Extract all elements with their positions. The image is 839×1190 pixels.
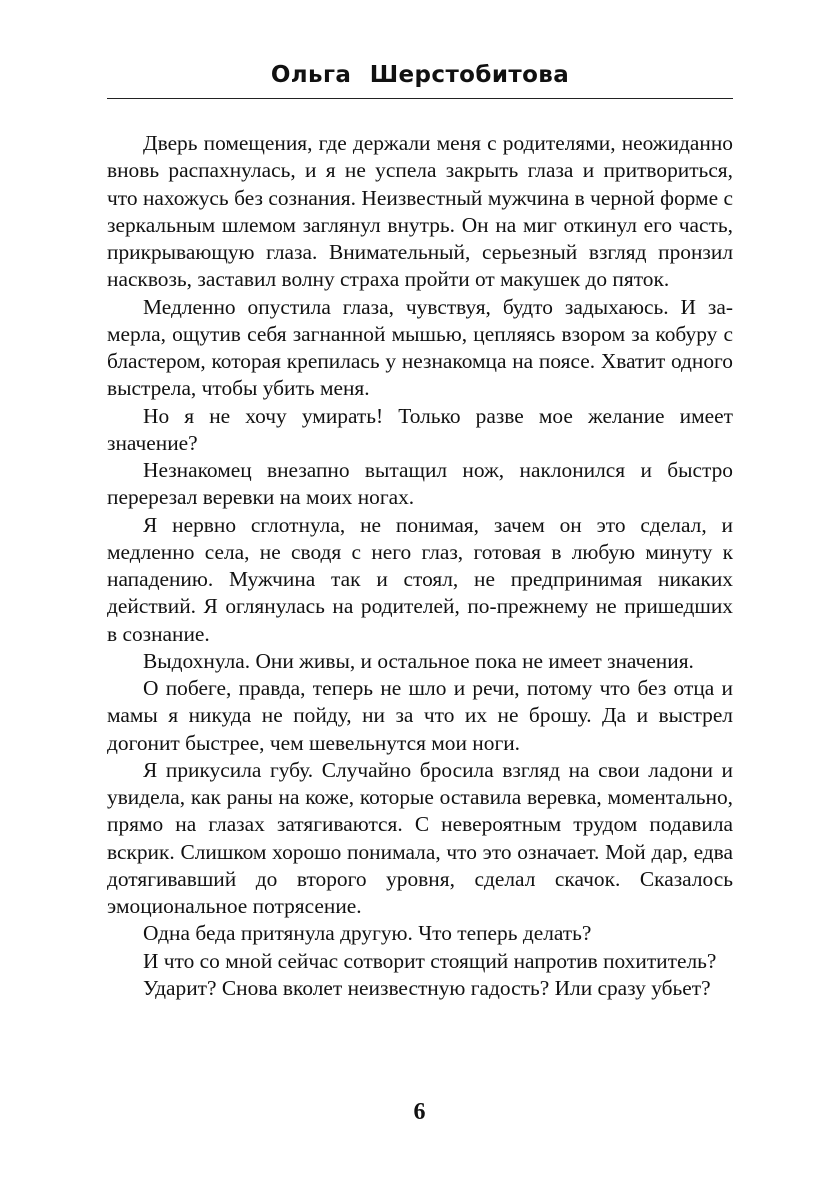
paragraph-10: И что со мной сейчас сотворит стоящий напротив похититель? (143, 948, 717, 973)
header-rule (107, 98, 733, 99)
paragraph-3: Но я не хочу умирать! Только разве мое желание имеет значение? (107, 403, 733, 455)
paragraph-8: Я прикусила губу. Случайно бросила взгляд на свои ладони и увидела, как раны на коже, которые оставила веревка, моментально, прямо на глазах затягиваются. С невероятным трудом подавила вскрик. Слишком хорошо понимала, что это означает. Мой дар, едва дотягивавший до второго уровня, сделал скачок. Сказалось эмоциональное потрясение. (107, 757, 733, 918)
paragraph-4: Незнакомец внезапно вытащил нож, наклонился и быстро перерезал веревки на моих ногах. (107, 458, 733, 510)
paragraph-2: Медленно опустила глаза, чувствуя, будто задыхаюсь. И замерла, ощутив себя загнанной мышью, цепляясь взором за кобуру с бластером, которая крепилась у незнакомца на поясе. Хватит одного выстрела, чтобы убить меня. (107, 294, 733, 401)
paragraph-1: Дверь помещения, где держали меня с родителями, неожиданно вновь распахнулась, и я не успела закрыть глаза и притвориться, что нахожусь без сознания. Неизвестный мужчина в черной форме с зеркальным шлемом заглянул внутрь. Он на миг откинул его часть, прикрывающую глаза. Внимательный, серьезный взгляд пронзил насквозь, заставил волну страха пройти от макушек до пяток. (107, 131, 733, 292)
body-text (107, 130, 733, 1002)
paragraph-6: Выдохнула. Они живы, и остальное пока не имеет значения. (143, 648, 694, 673)
paragraph-5: Я нервно сглотнула, не понимая, зачем он это сделал, и медленно села, не сводя с него глаз, готовая в любую минуту к нападению. Мужчина так и стоял, не предпринимая никаких действий. Я оглянулась на родителей, по-прежнему не пришедших в сознание. (107, 512, 733, 646)
page-number: 6 (413, 1099, 426, 1125)
paragraph-9: Одна беда притянула другую. Что теперь делать? (143, 921, 592, 946)
paragraph-7: О побеге, правда, теперь не шло и речи, потому что без отца и мамы я никуда не пойду, ни за что их не брошу. Да и выстрел догонит быстрее, чем шевельнутся мои ноги. (107, 676, 733, 755)
paragraph-11: Ударит? Снова вколет неизвестную гадость? Или сразу убьет? (143, 975, 711, 1000)
running-head-author: Ольга Шерстобитова (270, 62, 570, 88)
